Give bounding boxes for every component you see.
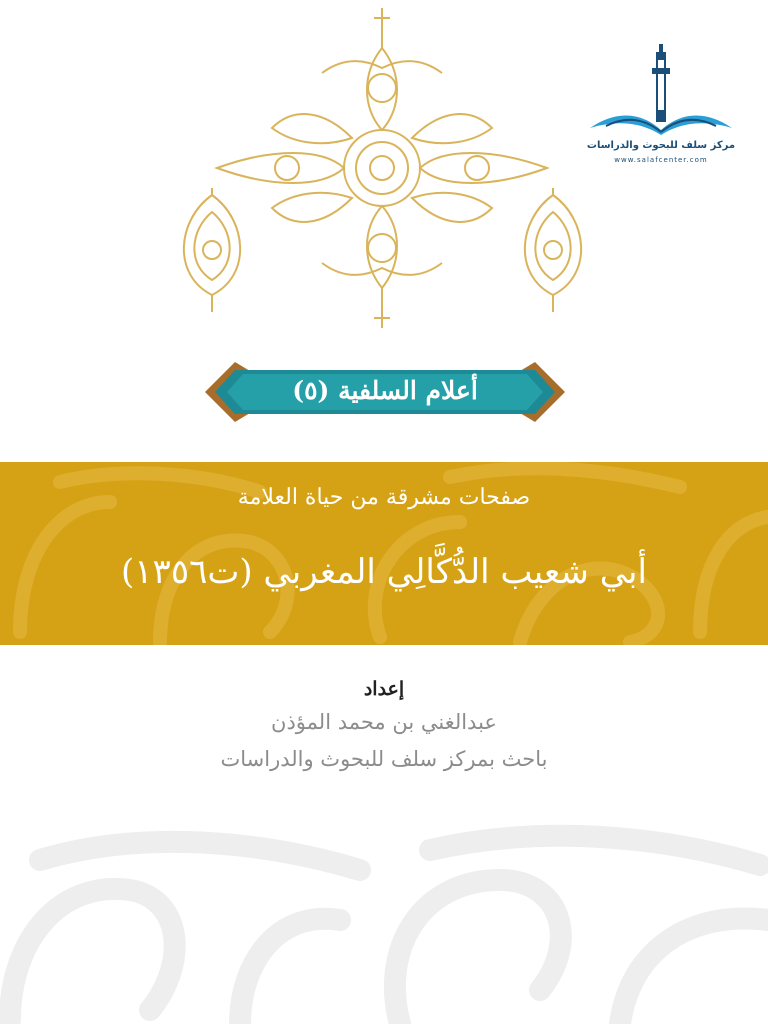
series-title: أعلام السلفية (٥)	[292, 375, 478, 405]
salaf-center-logo	[586, 40, 736, 180]
logo-name: مركز سلف للبحوث والدراسات	[586, 140, 736, 151]
author-affiliation: باحث بمركز سلف للبحوث والدراسات	[220, 747, 548, 771]
author-name: عبدالغني بن محمد المؤذن	[271, 710, 497, 734]
book-subtitle: صفحات مشرقة من حياة العلامة	[237, 485, 531, 510]
bottom-calligraphy-pattern	[0, 820, 768, 1024]
minaret-book-icon	[586, 40, 736, 140]
book-title: أبي شعيب الدُّكَّالِي المغربي (ت١٣٥٦)	[121, 552, 647, 592]
prepared-by-label: إعداد	[363, 678, 405, 700]
logo-url: www.salafcenter.com	[614, 156, 708, 164]
